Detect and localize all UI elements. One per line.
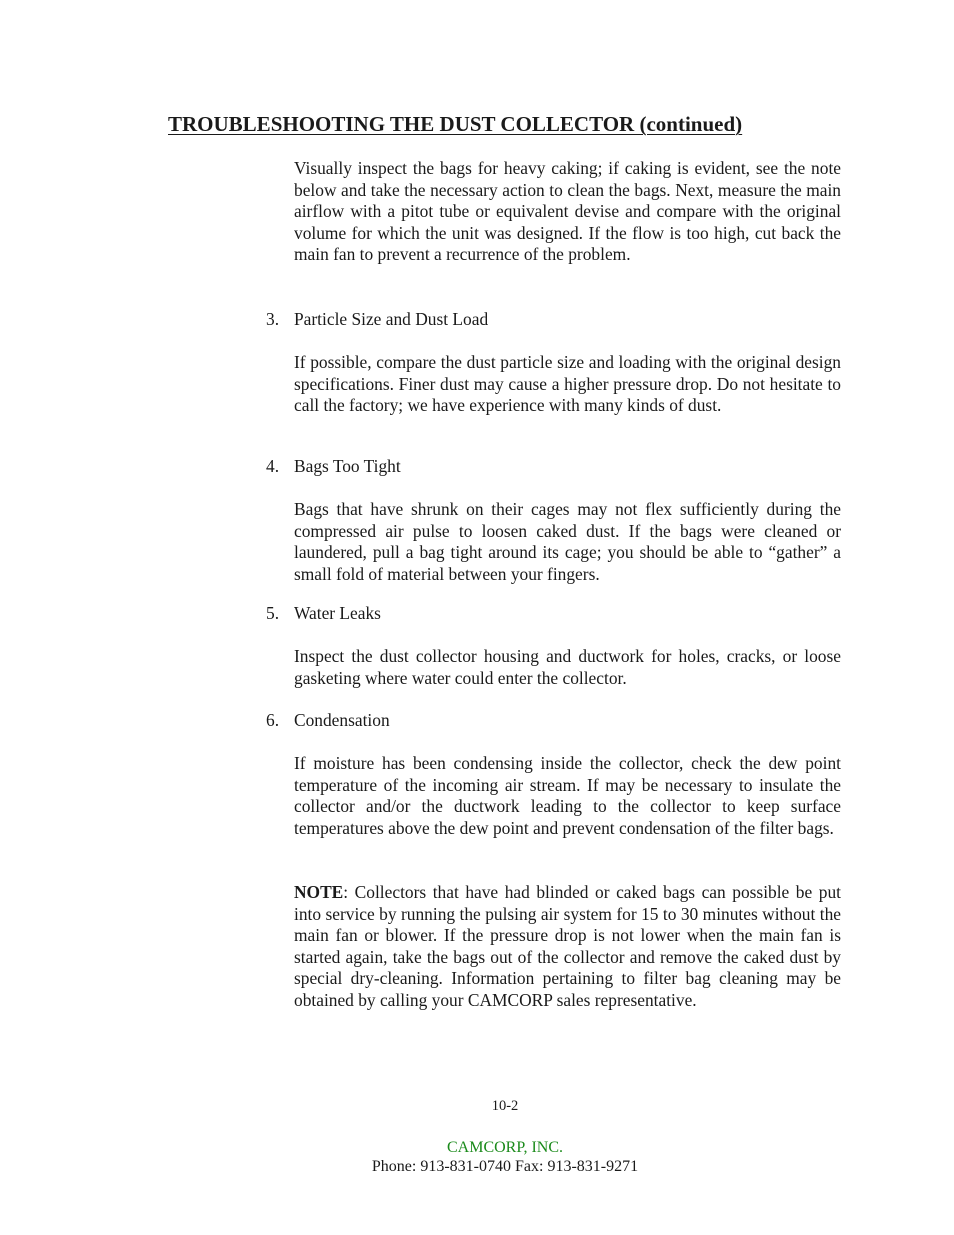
list-item-title xyxy=(266,603,381,625)
list-item-body: If possible, compare the dust particle size and loading with the original design specifications. Finer dust may cause a higher pressure drop. Do not hesitate to call the factory; we have experience with many kinds of dust. xyxy=(294,352,841,415)
list-item-body: If moisture has been condensing inside the collector, check the dew point temperature of the incoming air stream. If may be necessary to insulate the collector and/or the ductwork leading to the collector to keep surface temperatures above the dew point and prevent condensation of the filter bags. xyxy=(294,753,841,838)
note-paragraph xyxy=(294,882,841,1011)
list-item-number: 5. xyxy=(266,603,280,623)
list-item-label: Condensation xyxy=(294,710,390,730)
list-item-title xyxy=(266,309,488,331)
note-label: NOTE xyxy=(294,882,344,902)
list-item-body: Bags that have shrunk on their cages may not flex sufficiently during the compressed air pulse to loosen caked dust. If the bags were cleaned or laundered, pull a bag tight around its cage; you should be able to “gather” a small fold of material between your fingers. xyxy=(294,499,841,584)
list-item-title xyxy=(266,456,401,478)
page-number: 10-2 xyxy=(491,1098,519,1114)
list-item-label: Bags Too Tight xyxy=(294,456,401,476)
list-item-body: Inspect the dust collector housing and ductwork for holes, cracks, or loose gasketing where water could enter the collector. xyxy=(294,646,841,688)
intro-paragraph: Visually inspect the bags for heavy caking; if caking is evident, see the note below and take the necessary action to clean the bags. Next, measure the main airflow with a pitot tube or equivalent devise and compare with the original volume for which the unit was designed. If the flow is too high, cut back the main fan to prevent a recurrence of the problem. xyxy=(294,158,841,264)
list-item-number: 4. xyxy=(266,456,280,476)
list-item-label: Water Leaks xyxy=(294,603,381,623)
section-heading: TROUBLESHOOTING THE DUST COLLECTOR (continued) xyxy=(168,112,743,136)
list-item-number: 6. xyxy=(266,710,280,730)
note-text: : Collectors that have had blinded or caked bags can possible be put into service by running the pulsing air system for 15 to 30 minutes without the main fan or blower. If the pressure drop is not lower when the main fan is started again, take the bags out of the collector and remove the caked dust by special dry-cleaning. Information pertaining to filter bag cleaning may be obtained by calling your CAMCORP sales representative. xyxy=(294,882,841,1010)
footer-phone: Phone: 913-831-0740 Fax: 913-831-9271 xyxy=(371,1158,639,1175)
footer-company: CAMCORP, INC. xyxy=(446,1139,564,1156)
list-item-label: Particle Size and Dust Load xyxy=(294,309,489,329)
list-item-number: 3. xyxy=(266,309,280,329)
list-item-title xyxy=(266,710,390,732)
